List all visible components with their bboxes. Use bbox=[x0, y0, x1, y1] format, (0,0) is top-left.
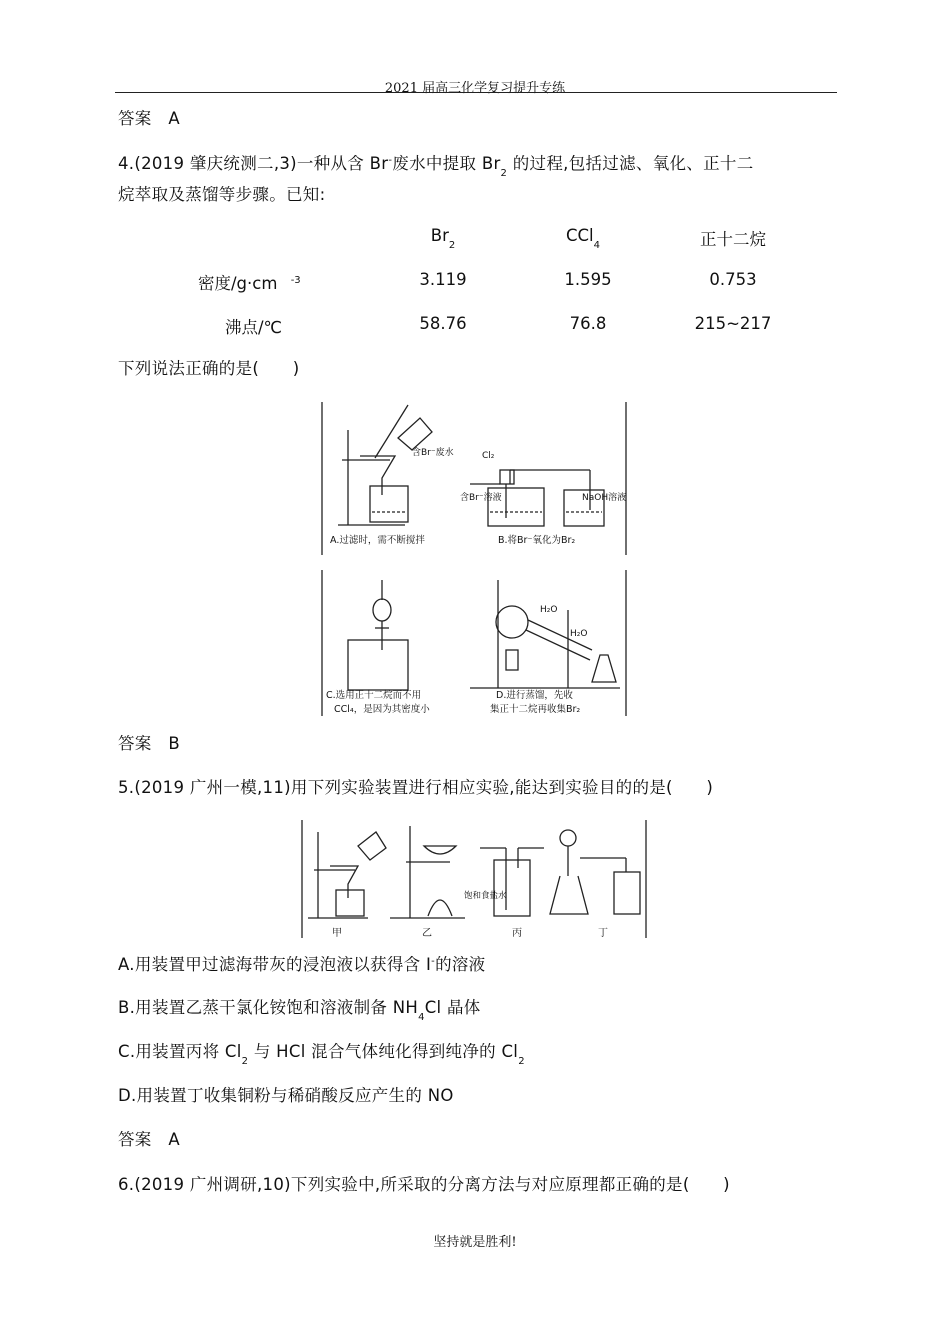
page-header: 2021 届高三化学复习提升专练 bbox=[384, 81, 566, 96]
answer-q3: 答案 A bbox=[118, 109, 180, 128]
page-footer: 坚持就是胜利! bbox=[433, 1235, 517, 1250]
q5-option-b: B.用装置乙蒸干氯化铵饱和溶液制备 $NH_4Cl$ 晶体 bbox=[118, 998, 481, 1023]
table-cell: 1.595 bbox=[564, 270, 612, 289]
q4-prompt: 下列说法正确的是( ) bbox=[118, 359, 300, 378]
figB-label: B.将Br⁻氧化为Br₂ bbox=[498, 535, 576, 546]
fig-label-bing: 丙 bbox=[512, 928, 522, 939]
q5-stem: 5.(2019 广州一模,11)用下列实验装置进行相应实验,能达到实验目的的是( ) bbox=[118, 778, 714, 797]
answer-q5: 答案 A bbox=[118, 1130, 180, 1149]
q5-option-a: A.用装置甲过滤海带灰的浸泡液以获得含 I-的溶液 bbox=[118, 955, 486, 974]
fig-label-ding: 丁 bbox=[598, 928, 608, 939]
q6-stem: 6.(2019 广州调研,10)下列实验中,所采取的分离方法与对应原理都正确的是( ) bbox=[118, 1175, 730, 1194]
figD-water-in: H₂O bbox=[540, 605, 558, 615]
table-cell: 3.119 bbox=[419, 270, 467, 289]
figB-cl2: Cl₂ bbox=[482, 451, 495, 461]
figA-label: A.过滤时，需不断搅拌 bbox=[330, 535, 425, 546]
figB-left: 含Br⁻溶液 bbox=[460, 493, 502, 503]
fig-label-jia: 甲 bbox=[332, 928, 342, 939]
fig-note-brine: 饱和食盐水 bbox=[464, 891, 507, 901]
q5-option-c: C.用装置丙将 $Cl_2$ 与 HCl 混合气体纯化得到纯净的 $Cl_2$ bbox=[118, 1042, 525, 1067]
q4-apparatus-figure bbox=[320, 400, 630, 718]
table-cell: 0.753 bbox=[709, 270, 757, 289]
table-col-dodecane: 正十二烷 bbox=[700, 230, 766, 249]
figD-label1: D.进行蒸馏，先收 bbox=[496, 690, 573, 701]
q4-stem-line2: 烷萃取及蒸馏等步骤。已知: bbox=[118, 185, 326, 204]
table-row-density-label: 密度/g·cm $^{-3}$ bbox=[198, 274, 301, 293]
answer-q4: 答案 B bbox=[118, 734, 181, 753]
q5-option-d: D.用装置丁收集铜粉与稀硝酸反应产生的 NO bbox=[118, 1086, 454, 1105]
table-col-br2: $Br_2$ bbox=[430, 226, 456, 251]
table-cell: 76.8 bbox=[569, 314, 607, 333]
q4-stem-line1: 4.(2019 肇庆统测二,3)一种从含 Br-废水中提取 $Br_2$ 的过程,包括过滤、氧化、正十二 bbox=[118, 154, 754, 179]
figD-label2: 集正十二烷再收集Br₂ bbox=[490, 704, 581, 715]
table-cell: 215~217 bbox=[694, 314, 772, 333]
table-row-bp-label: 沸点/℃ bbox=[225, 318, 283, 337]
figC-label2: CCl₄，是因为其密度小 bbox=[334, 704, 430, 715]
figA-note: 含Br⁻废水 bbox=[412, 448, 454, 458]
figC-label1: C.选用正十二烷而不用 bbox=[326, 690, 422, 701]
table-cell: 58.76 bbox=[419, 314, 467, 333]
figD-water-out: H₂O bbox=[570, 629, 588, 639]
fig-label-yi: 乙 bbox=[422, 928, 432, 939]
table-col-ccl4: CCl$_4$ bbox=[565, 226, 600, 251]
figB-right: NaOH溶液 bbox=[582, 493, 627, 503]
header-rule bbox=[115, 92, 837, 93]
q5-apparatus-figure bbox=[300, 818, 648, 942]
